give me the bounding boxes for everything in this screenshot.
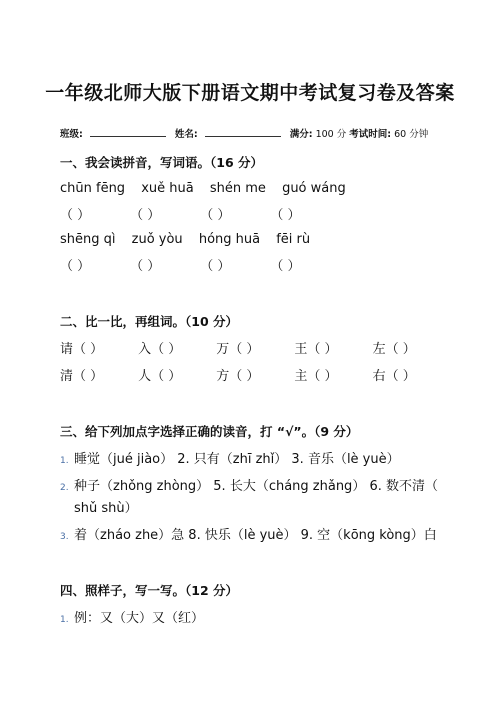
compare-item: 王（ ） — [294, 342, 338, 357]
section-3-item-1 — [60, 448, 400, 467]
section-2-heading: 二、比一比，再组词。（10 分） — [60, 314, 238, 329]
pinyin-item: fēi rù — [276, 232, 311, 247]
answer-blank: （ ） — [200, 259, 231, 274]
answer-blank: （ ） — [200, 208, 231, 223]
pinyin-item: zuǒ yòu — [131, 232, 183, 247]
list-number: 2. — [60, 483, 69, 493]
name-blank — [205, 128, 281, 137]
section-3-heading: 三、给下列加点字选择正确的读音，打 “√”。（9 分） — [60, 424, 359, 439]
section-3-item-2-continued: shǔ shù） — [74, 501, 138, 516]
section-2-row-1 — [60, 338, 447, 357]
compare-item: 入（ ） — [138, 342, 182, 357]
pinyin-item: shēng qì — [60, 232, 116, 247]
time-label: 考试时间: — [349, 129, 392, 140]
compare-item: 清（ ） — [60, 369, 104, 384]
pinyin-item: hóng huā — [198, 232, 261, 247]
section-3-item-2 — [60, 475, 438, 494]
class-label: 班级: — [60, 129, 83, 140]
list-number: 1. — [60, 615, 69, 625]
section-4-item-1 — [60, 607, 204, 626]
answer-blank: （ ） — [130, 208, 161, 223]
student-info-line — [60, 126, 428, 140]
score-label: 满分: — [289, 129, 313, 140]
compare-item: 请（ ） — [60, 342, 104, 357]
score-value: 100 分 — [315, 129, 347, 140]
list-item-text: 种子（zhǒng zhòng） 5. 长大（cháng zhǎng） 6. 数不清（ — [74, 479, 438, 494]
section-4-heading: 四、照样子，写一写。（12 分） — [60, 583, 238, 598]
list-item-text: 睡觉（jué jiào） 2. 只有（zhī zhǐ） 3. 音乐（lè yuè） — [74, 452, 400, 467]
section-1-pinyin-row-2 — [60, 232, 322, 247]
compare-item: 方（ ） — [216, 369, 260, 384]
compare-item: 人（ ） — [138, 369, 182, 384]
name-label: 姓名: — [174, 129, 198, 140]
compare-item: 右（ ） — [372, 369, 416, 384]
list-number: 3. — [60, 532, 69, 542]
answer-blank: （ ） — [130, 259, 161, 274]
section-1-answer-row-1 — [60, 204, 336, 223]
section-3-item-3 — [60, 524, 437, 543]
compare-item: 左（ ） — [372, 342, 416, 357]
answer-blank: （ ） — [60, 259, 91, 274]
pinyin-item: shén me — [209, 181, 266, 196]
pinyin-item: xuě huā — [141, 181, 194, 196]
compare-item: 万（ ） — [216, 342, 260, 357]
answer-blank: （ ） — [270, 208, 301, 223]
time-value: 60 分钟 — [394, 129, 429, 140]
pinyin-item: guó wáng — [282, 181, 346, 196]
section-1-heading: 一、我会读拼音，写词语。（16 分） — [60, 155, 263, 170]
list-number: 1. — [60, 456, 69, 466]
class-blank — [90, 128, 166, 137]
list-item-text: 例：又（大）又（红） — [74, 611, 205, 626]
compare-item: 主（ ） — [294, 369, 338, 384]
section-1-pinyin-row-1 — [60, 181, 358, 196]
list-item-text: 着（zháo zhe）急 8. 快乐（lè yuè） 9. 空（kōng kòng）白 — [74, 528, 437, 543]
section-1-answer-row-2 — [60, 255, 336, 274]
answer-blank: （ ） — [60, 208, 91, 223]
answer-blank: （ ） — [270, 259, 301, 274]
section-2-row-2 — [60, 365, 447, 384]
page-title: 一年级北师大版下册语文期中考试复习卷及答案 — [45, 82, 455, 104]
pinyin-item: chūn fēng — [60, 181, 126, 196]
